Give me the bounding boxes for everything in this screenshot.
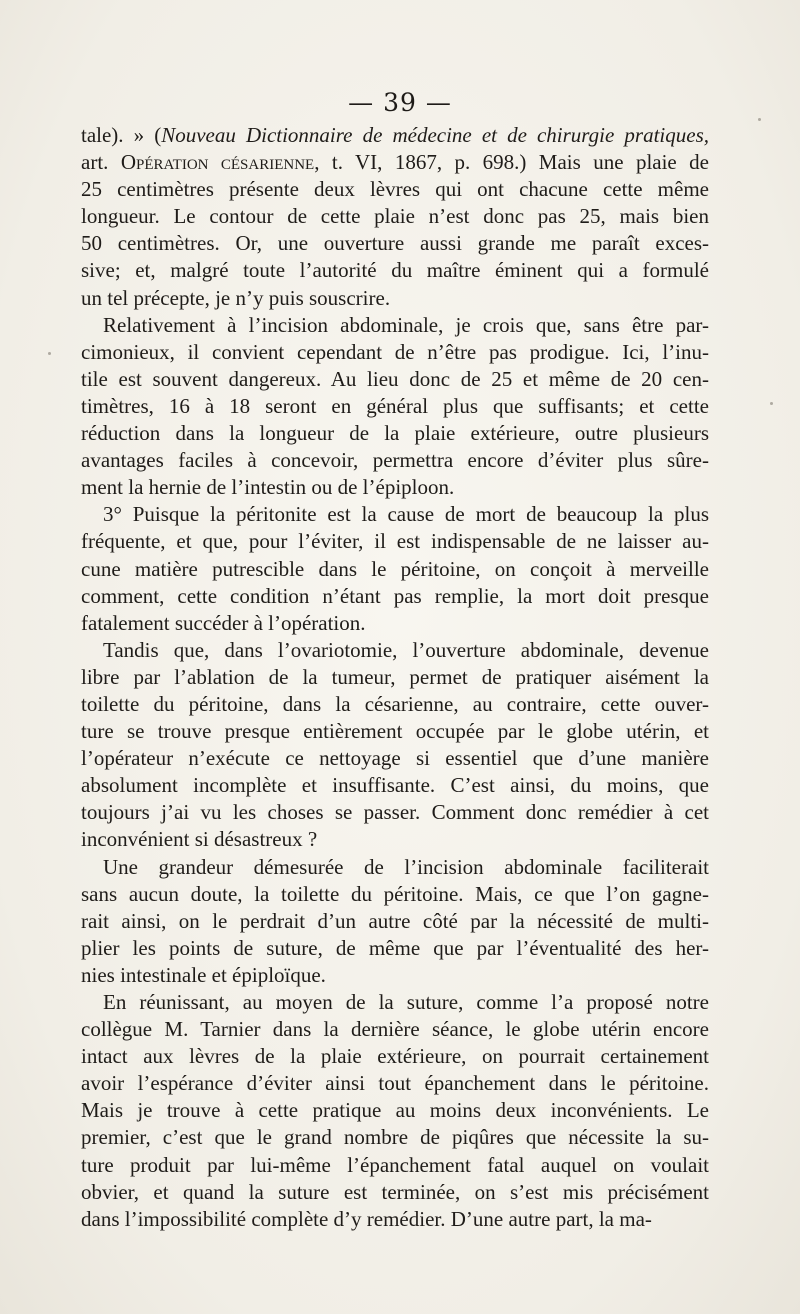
text-line: fatalement succéder à l’opération. bbox=[81, 610, 366, 635]
paragraph bbox=[81, 501, 709, 636]
paragraph bbox=[81, 989, 709, 1233]
text-line: En réunissant, au moyen de la suture, comme l’a proposé notre bbox=[103, 990, 709, 1014]
text-line: rait ainsi, on le perdrait d’un autre côté par la nécessité de multi- bbox=[81, 908, 709, 933]
scan-speck bbox=[758, 118, 761, 121]
text-line: Tandis que, dans l’ovariotomie, l’ouverture abdominale, devenue bbox=[103, 637, 709, 662]
text-line bbox=[81, 122, 709, 149]
paragraph bbox=[81, 854, 709, 989]
paragraph bbox=[81, 637, 709, 854]
paragraph bbox=[81, 122, 709, 312]
body-text bbox=[81, 122, 709, 1233]
text-line: l’opérateur n’exécute ce nettoyage si essentiel que d’une manière bbox=[81, 746, 709, 771]
text-line: dans l’impossibilité complète d’y remédier. D’une autre part, la ma- bbox=[81, 1206, 652, 1231]
text-line: ment la hernie de l’intestin ou de l’épiploon. bbox=[81, 475, 455, 500]
text-line: intact aux lèvres de la plaie extérieure, on pourrait certainement bbox=[81, 1044, 709, 1069]
text-line: toujours j’ai vu les choses se passer. Comment donc remédier à cet bbox=[81, 800, 709, 825]
text-line: plier les points de suture, de même que par l’éventualité des her- bbox=[81, 935, 709, 960]
text-line: 25 centimètres présente deux lèvres qui ont chacune cette même bbox=[81, 177, 709, 202]
paragraph bbox=[81, 312, 709, 502]
text-line: ture produit par lui-même l’épanchement fatal auquel on voulait bbox=[81, 1152, 709, 1177]
text-line: nies intestinale et épiploïque. bbox=[81, 962, 326, 987]
text-line: premier, c’est que le grand nombre de piqûres que nécessite la su- bbox=[81, 1125, 709, 1150]
text-line: obvier, et quand la suture est terminée, on s’est mis précisément bbox=[81, 1179, 709, 1204]
text-line: inconvénient si désastreux ? bbox=[81, 827, 318, 852]
text-line: Une grandeur démesurée de l’incision abdominale faciliterait bbox=[103, 854, 709, 879]
line-segment: , t. VI, 1867, p. 698.) Mais une plaie de bbox=[314, 150, 709, 175]
text-line: collègue M. Tarnier dans la dernière séance, le globe utérin encore bbox=[81, 1017, 709, 1042]
line-segment: tale). » ( bbox=[81, 123, 162, 147]
text-line: Relativement à l’incision abdominale, je crois que, sans être par- bbox=[103, 312, 709, 337]
text-line: libre par l’ablation de la tumeur, permet de pratiquer aisément la bbox=[81, 664, 709, 689]
scan-speck bbox=[770, 402, 773, 405]
text-line: cimonieux, il convient cependant de n’être pas prodigue. Ici, l’inu- bbox=[81, 339, 709, 364]
text-line: absolument incomplète et insuffisante. C’est ainsi, du moins, que bbox=[81, 773, 709, 798]
text-line: avantages faciles à concevoir, permettra encore d’éviter plus sûre- bbox=[81, 448, 709, 473]
line-segment: art. bbox=[81, 150, 121, 175]
text-line: 3° Puisque la péritonite est la cause de mort de beaucoup la plus bbox=[103, 502, 709, 527]
text-line bbox=[81, 149, 709, 176]
text-line: toilette du péritoine, dans la césarienne, au contraire, cette ouver- bbox=[81, 691, 709, 716]
text-line: réduction dans la longueur de la plaie extérieure, outre plusieurs bbox=[81, 421, 709, 446]
italic-citation: Nouveau Dictionnaire de médecine et de chirurgie pratiques, bbox=[161, 123, 710, 147]
text-line: un tel précepte, je n’y puis souscrire. bbox=[81, 285, 391, 310]
text-line: sans aucun doute, la toilette du péritoine. Mais, ce que l’on gagne- bbox=[81, 881, 709, 906]
scan-speck bbox=[48, 352, 51, 355]
text-line: cune matière putrescible dans le péritoine, on conçoit à merveille bbox=[81, 556, 709, 581]
text-line: timètres, 16 à 18 seront en général plus que suffisants; et cette bbox=[81, 393, 709, 418]
text-line: sive; et, malgré toute l’autorité du maître éminent qui a formulé bbox=[81, 258, 709, 283]
text-line: avoir l’espérance d’éviter ainsi tout épanchement dans le péritoine. bbox=[81, 1071, 709, 1096]
text-line: fréquente, et que, pour l’éviter, il est indispensable de ne laisser au- bbox=[81, 529, 709, 554]
text-line: ture se trouve presque entièrement occupée par le globe utérin, et bbox=[81, 719, 709, 744]
text-line: comment, cette condition n’étant pas remplie, la mort doit presque bbox=[81, 583, 709, 608]
text-line: Mais je trouve à cette pratique au moins deux inconvénients. Le bbox=[81, 1098, 709, 1123]
small-caps-title: Opération césarienne bbox=[120, 150, 315, 175]
text-line: 50 centimètres. Or, une ouverture aussi grande me paraît exces- bbox=[81, 231, 709, 256]
page-number: — 39 — bbox=[348, 88, 452, 117]
text-line: tile est souvent dangereux. Au lieu donc de 25 et même de 20 cen- bbox=[81, 366, 709, 391]
text-line: longueur. Le contour de cette plaie n’est donc pas 25, mais bien bbox=[81, 204, 709, 229]
